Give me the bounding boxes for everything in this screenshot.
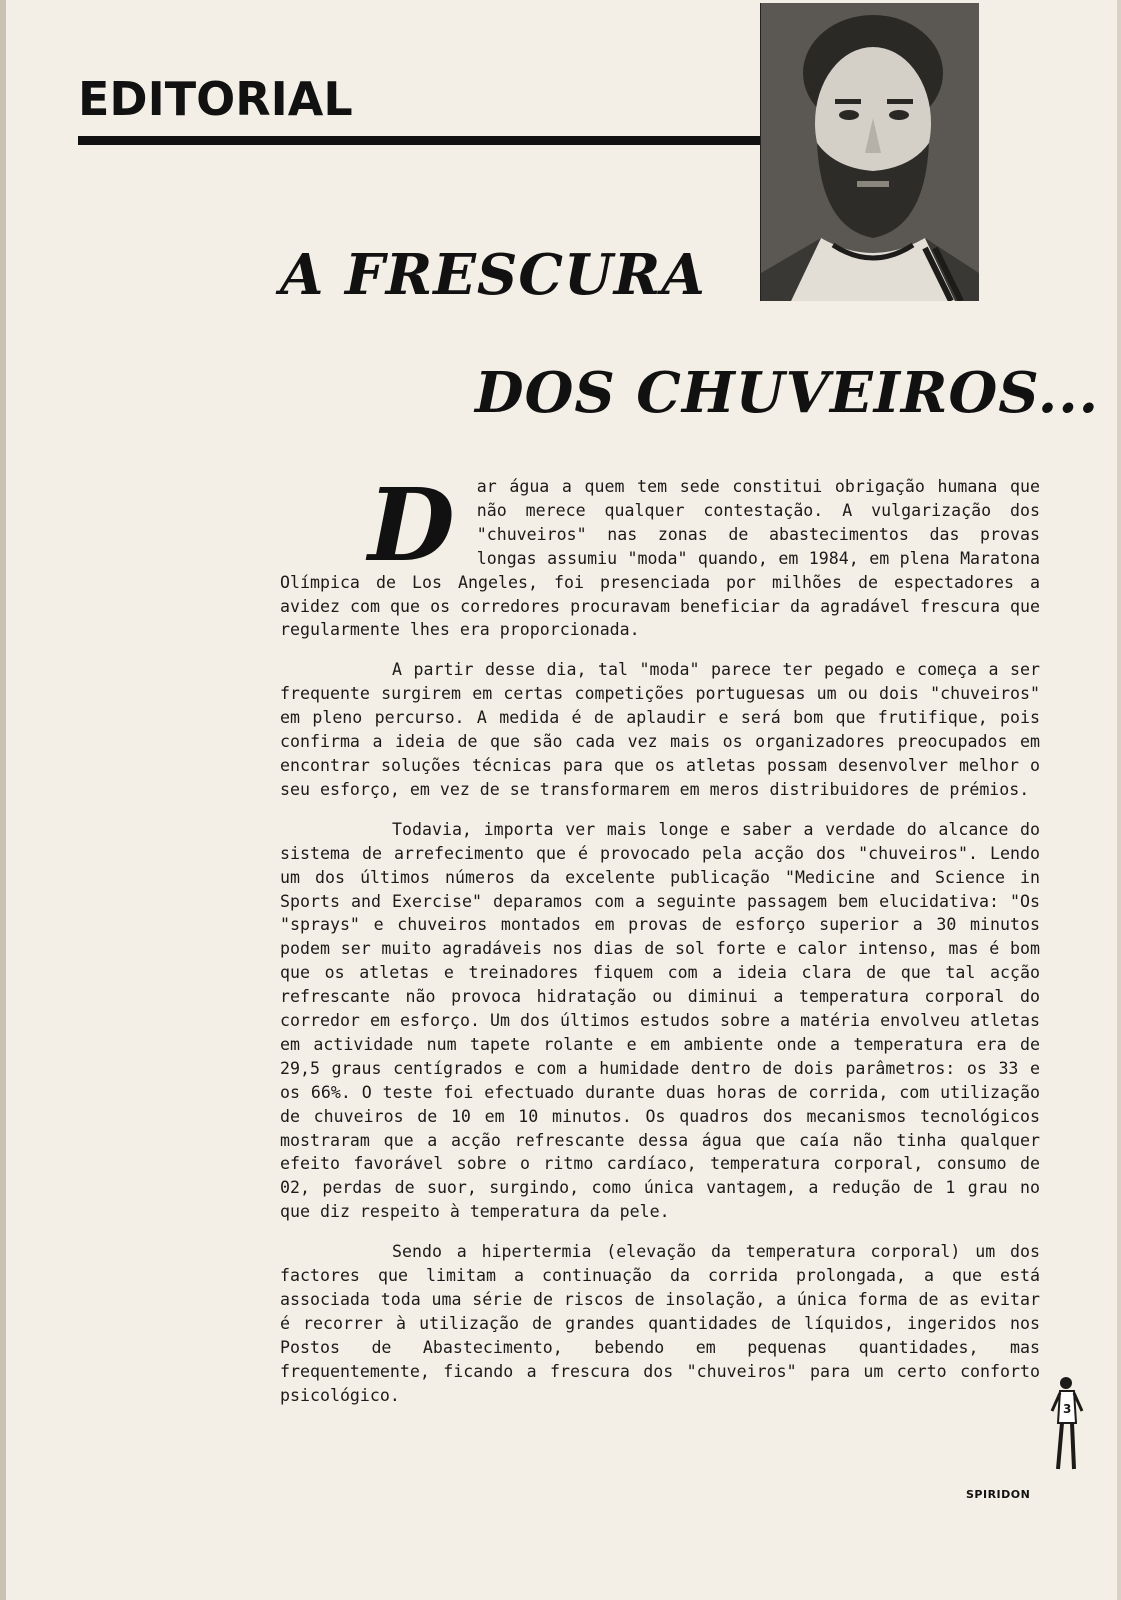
runner-icon bbox=[1050, 1375, 1086, 1475]
runner-number: 3 bbox=[1063, 1402, 1072, 1416]
page-edge-left bbox=[0, 0, 6, 1600]
headline-line-1: A FRESCURA bbox=[280, 242, 706, 308]
drop-cap: D bbox=[368, 466, 455, 584]
title-rule bbox=[78, 136, 768, 145]
headline-line-2: DOS CHUVEIROS... bbox=[475, 360, 1100, 426]
paragraph-1 bbox=[280, 466, 1040, 642]
paragraph-1-text: ar água a quem tem sede constitui obrigação humana que não merece qualquer contestação. A vulgarização dos "chuveiros" nas zonas de abastecimentos das provas longas assumiu "moda" quando, em 1984, em plena Maratona Olímpica de Los Angeles, foi presenciada por milhões de espectadores a avidez com que os corredores procuravam beneficiar da agradável frescura que regularmente lhes era proporcionada. bbox=[280, 477, 1040, 640]
portrait-photo-drawing bbox=[761, 3, 979, 301]
spiridon-logo: SPIRIDON bbox=[966, 1488, 1031, 1501]
paragraph-4: Sendo a hipertermia (elevação da temperatura corporal) um dos factores que limitam a continuação da corrida prolongada, a que está associada toda uma série de riscos de insolação, a única forma de as evitar é recorrer à utilização de grandes quantidades de líquidos, ingeridos nos Postos de Abastecimento, bebendo em pequenas quantidades, mas frequentemente, ficando a frescura dos "chuveiros" para um certo conforto psicológico. bbox=[280, 1242, 1040, 1405]
paragraph-2: A partir desse dia, tal "moda" parece ter pegado e começa a ser frequente surgirem em certas competições portuguesas um ou dois "chuveiros" em pleno percurso. A medida é de aplaudir e será bom que frutifique, pois confirma a ideia de que são cada vez mais os organizadores preocupados em encontrar soluções técnicas para que os atletas possam desenvolver melhor o seu esforço, em vez de se transformarem em meros distribuidores de prémios. bbox=[280, 660, 1040, 799]
article-body bbox=[280, 466, 1040, 1424]
paragraph-3: Todavia, importa ver mais longe e saber a verdade do alcance do sistema de arrefecimento que é provocado pela acção dos "chuveiros". Lendo um dos últimos números da excelente publicação "Medicine and Science in Sports and Exercise" deparamos com a seguinte passagem bem elucidativa: "Os "sprays" e chuveiros montados em provas de esforço superior a 30 minutos podem ser muito agradáveis nos dias de sol forte e calor intenso, mas é bom que os atletas e treinadores fiquem com a ideia clara de que tal acção refrescante não provoca hidratação ou diminui a temperatura corporal do corredor em esforço. Um dos últimos estudos sobre a matéria envolveu atletas em actividade num tapete rolante e em ambiente onde a temperatura era de 29,5 graus centígrados e com a humidade dentro de dois parâmetros: os 33 e os 66%. O teste foi efectuado durante duas horas de corrida, com utilização de chuveiros de 10 em 10 minutos. Os quadros dos mecanismos tecnológicos mostraram que a acção refrescante dessa água que caía não tinha qualquer efeito favorável sobre o ritmo cardíaco, temperatura corporal, consumo de 02, perdas de suor, surgindo, como única vantagem, a redução de 1 grau no que diz respeito à temperatura da pele. bbox=[280, 819, 1040, 1222]
runner-drawing bbox=[1050, 1375, 1086, 1475]
section-title: EDITORIAL bbox=[78, 72, 353, 126]
page-edge-right bbox=[1117, 0, 1121, 1600]
portrait-photo bbox=[760, 3, 979, 301]
